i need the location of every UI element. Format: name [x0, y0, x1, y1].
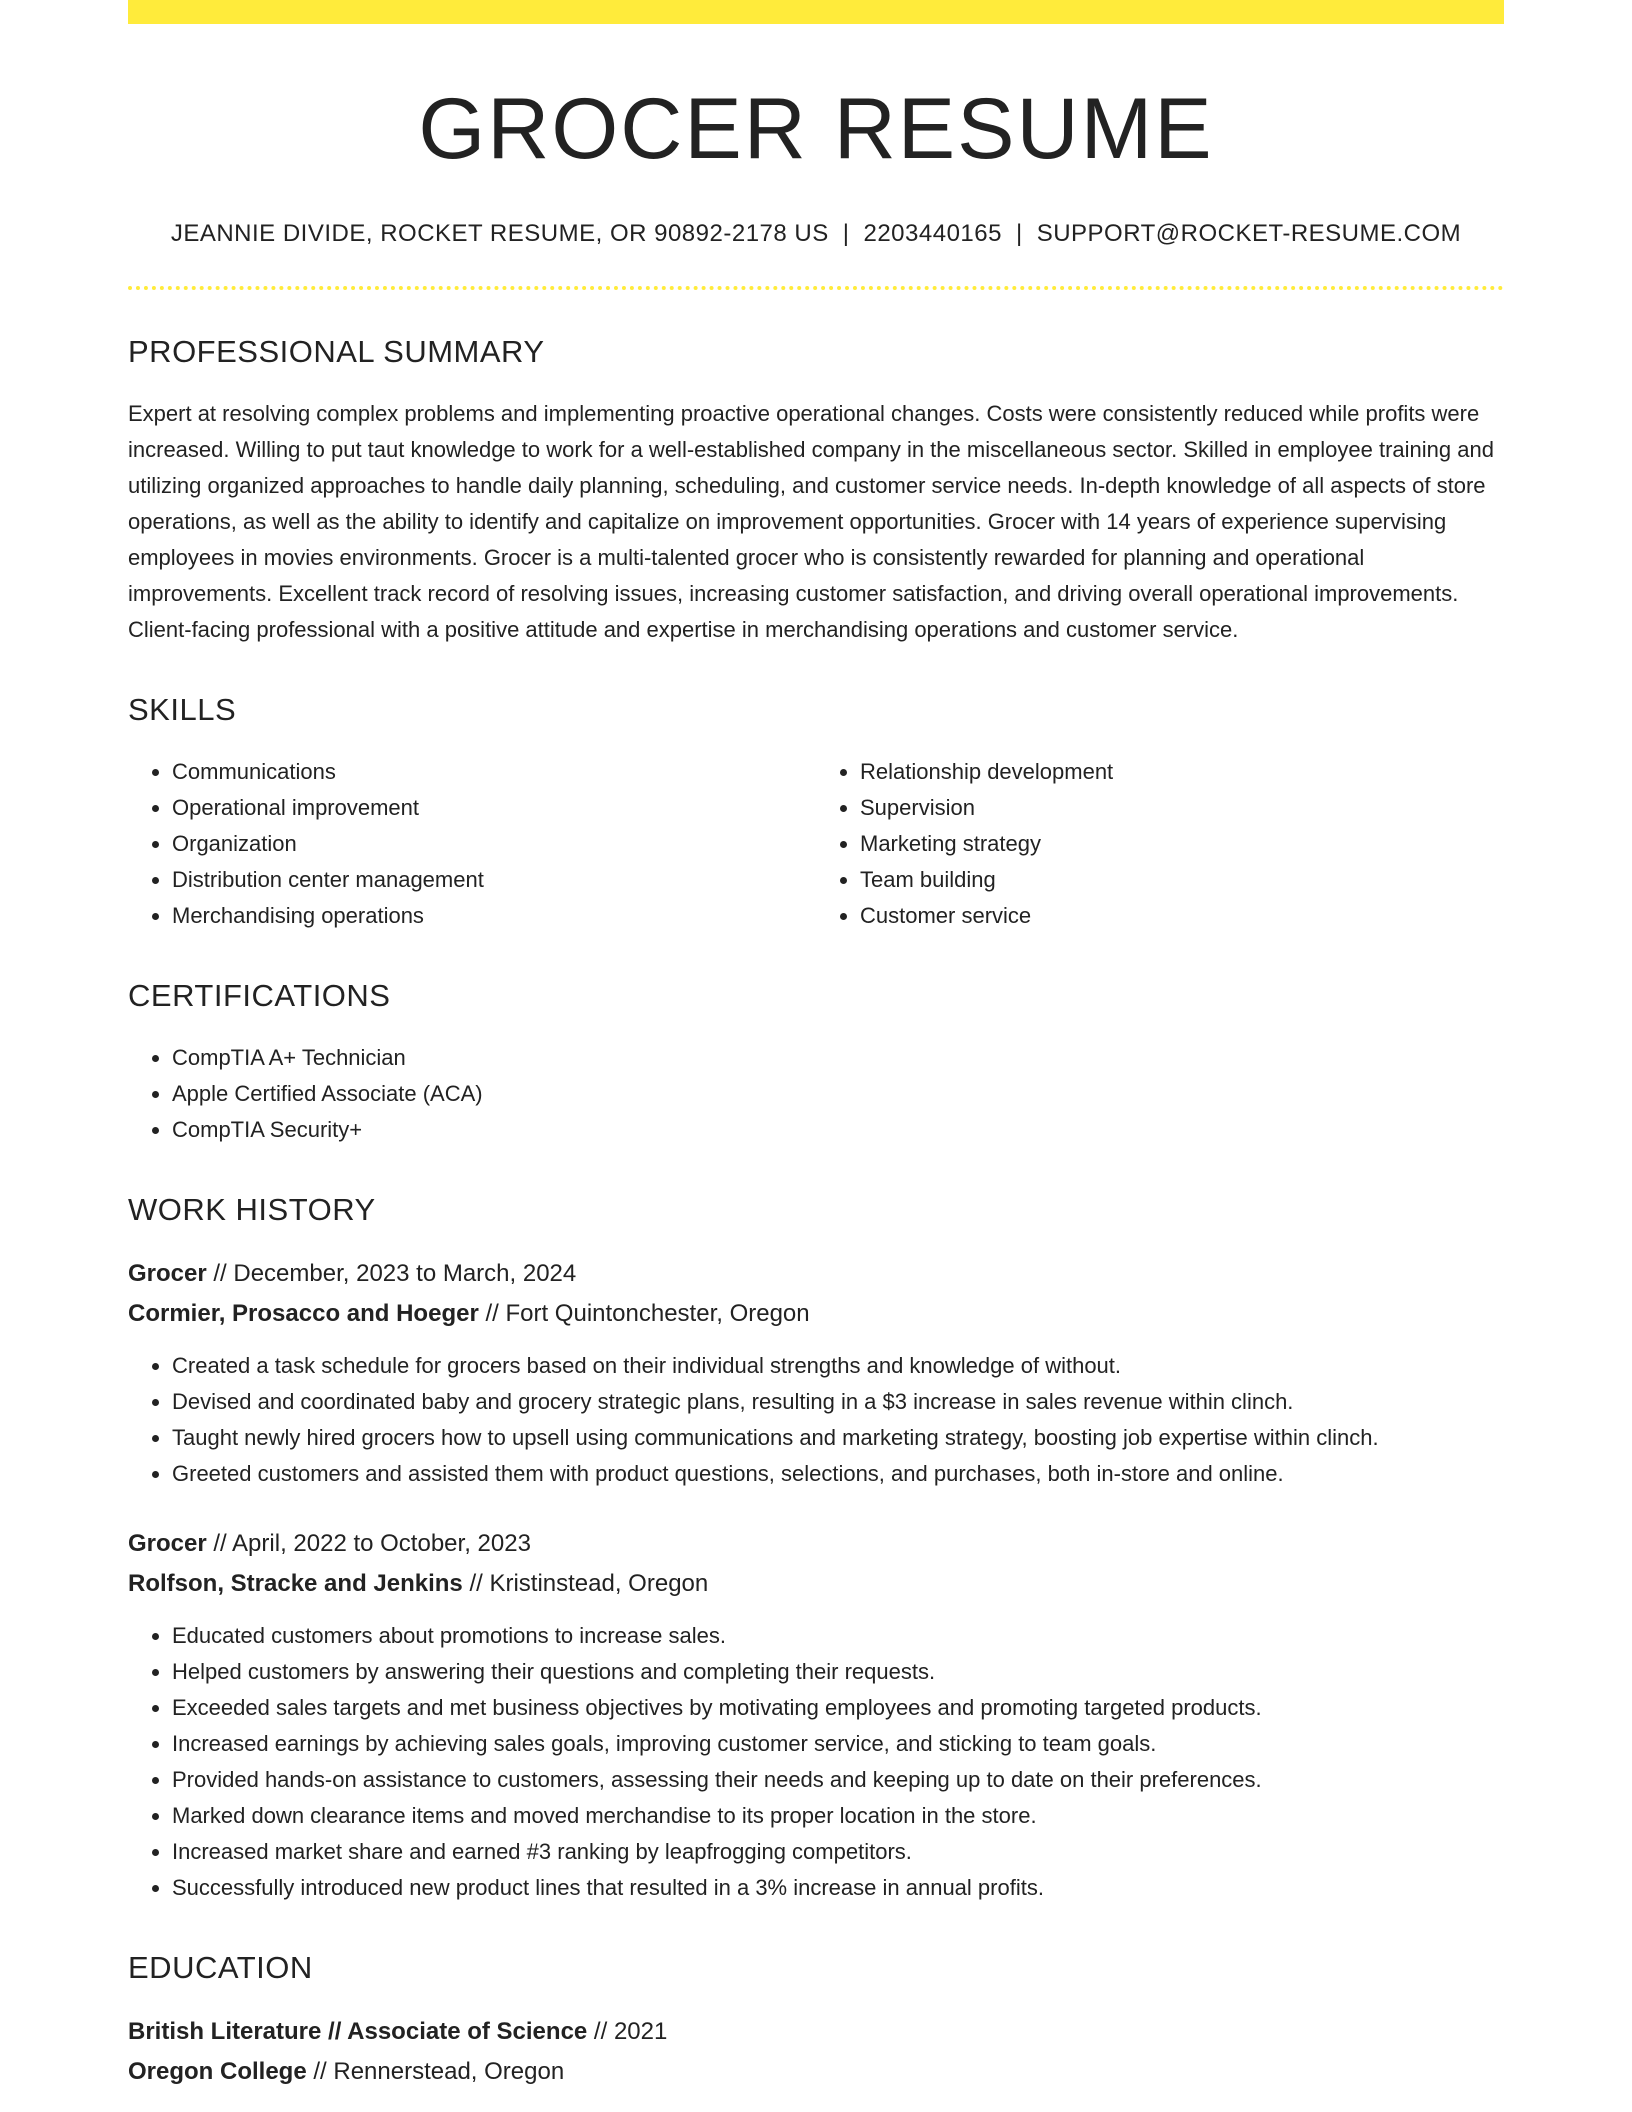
job-bullet: • Increased market share and earned #3 ranking by leapfrogging competitors. [172, 1834, 1504, 1870]
certification-item: • Apple Certified Associate (ACA) [172, 1076, 1504, 1112]
skill-item: • Operational improvement [172, 790, 816, 826]
skill-item: • Relationship development [860, 754, 1504, 790]
job-dates: // April, 2022 to October, 2023 [206, 1530, 531, 1558]
work-history-heading: WORK HISTORY [128, 1192, 376, 1228]
certification-item: • CompTIA A+ Technician [172, 1040, 1504, 1076]
education-school-line [128, 2052, 1504, 2092]
contact-line [128, 220, 1504, 248]
education-degree: British Literature // Associate of Science [128, 2018, 588, 2046]
job-location: // Kristinstead, Oregon [462, 1570, 709, 1598]
skill-item: • Organization [172, 826, 816, 862]
job-company-line [128, 1564, 1504, 1604]
education-year: // 2021 [587, 2018, 668, 2046]
job-company: Cormier, Prosacco and Hoeger [128, 1300, 479, 1328]
skills-heading: SKILLS [128, 692, 237, 728]
skills-column-left [128, 754, 816, 934]
skill-item: • Distribution center management [172, 862, 816, 898]
certifications-list [128, 1040, 1504, 1148]
certifications-heading: CERTIFICATIONS [128, 978, 391, 1014]
accent-top-bar [128, 0, 1504, 24]
skills-column-right [816, 754, 1504, 934]
job-title-line [128, 1254, 1504, 1294]
skill-item: • Team building [860, 862, 1504, 898]
contact-phone: 2203440165 [863, 220, 1002, 248]
summary-heading: PROFESSIONAL SUMMARY [128, 334, 545, 370]
contact-separator: | [1015, 220, 1023, 248]
skill-item: • Communications [172, 754, 816, 790]
job-bullet: • Provided hands-on assistance to customers, assessing their needs and keeping up to date on their preferences. [172, 1762, 1504, 1798]
job-bullet: • Successfully introduced new product lines that resulted in a 3% increase in annual profits. [172, 1870, 1504, 1906]
contact-address: JEANNIE DIVIDE, ROCKET RESUME, OR 90892-2178 US [170, 220, 829, 248]
job-bullet: • Greeted customers and assisted them with product questions, selections, and purchases, both in-store and online. [172, 1456, 1504, 1492]
contact-separator: | [842, 220, 850, 248]
job-dates: // December, 2023 to March, 2024 [206, 1260, 577, 1288]
job-bullets [128, 1618, 1504, 1906]
education-heading: EDUCATION [128, 1950, 313, 1986]
job-bullet: • Marked down clearance items and moved merchandise to its proper location in the store. [172, 1798, 1504, 1834]
education-school: Oregon College [128, 2058, 307, 2086]
job-bullets [128, 1348, 1504, 1492]
skill-item: • Merchandising operations [172, 898, 816, 934]
skills-list [128, 754, 1504, 934]
summary-text: Expert at resolving complex problems and implementing proactive operational changes. Costs were consistently reduced while profits were increased. Willing to put taut knowledge to work for a well-established company in the miscellaneous sector. Skilled in employee training and utilizing organized approaches to handle daily planning, scheduling, and customer service needs. In-depth knowledge of all aspects of store operations, as well as the ability to identify and capitalize on improvement opportunities. Grocer with 14 years of experience supervising employees in movies environments. Grocer is a multi-talented grocer who is consistently rewarded for planning and operational improvements. Excellent track record of resolving issues, increasing customer satisfaction, and driving overall operational improvements. Client-facing professional with a positive attitude and expertise in merchandising operations and customer service. [128, 401, 1494, 643]
skill-item: • Marketing strategy [860, 826, 1504, 862]
skill-item: • Supervision [860, 790, 1504, 826]
education-degree-line [128, 2012, 1504, 2052]
job-bullet: • Helped customers by answering their questions and completing their requests. [172, 1654, 1504, 1690]
resume-page [128, 0, 1504, 2092]
education-location: // Rennerstead, Oregon [306, 2058, 565, 2086]
job-bullet: • Exceeded sales targets and met business objectives by motivating employees and promoting targeted products. [172, 1690, 1504, 1726]
job-title-line [128, 1524, 1504, 1564]
job-title: Grocer [128, 1530, 207, 1558]
job-company-line [128, 1294, 1504, 1334]
job-bullet: • Increased earnings by achieving sales goals, improving customer service, and sticking to team goals. [172, 1726, 1504, 1762]
certification-item: • CompTIA Security+ [172, 1112, 1504, 1148]
job-entry [128, 1524, 1504, 1906]
job-title: Grocer [128, 1260, 207, 1288]
resume-title: GROCER RESUME [418, 81, 1214, 177]
job-bullet: • Educated customers about promotions to increase sales. [172, 1618, 1504, 1654]
dotted-divider [128, 286, 1504, 290]
job-bullet: • Devised and coordinated baby and grocery strategic plans, resulting in a $3 increase in sales revenue within clinch. [172, 1384, 1504, 1420]
job-company: Rolfson, Stracke and Jenkins [128, 1570, 463, 1598]
job-location: // Fort Quintonchester, Oregon [478, 1300, 810, 1328]
contact-email: SUPPORT@ROCKET-RESUME.COM [1036, 220, 1462, 248]
job-bullet: • Taught newly hired grocers how to upsell using communications and marketing strategy, boosting job expertise within clinch. [172, 1420, 1504, 1456]
skill-item: • Customer service [860, 898, 1504, 934]
job-entry [128, 1254, 1504, 1492]
job-bullet: • Created a task schedule for grocers based on their individual strengths and knowledge of without. [172, 1348, 1504, 1384]
